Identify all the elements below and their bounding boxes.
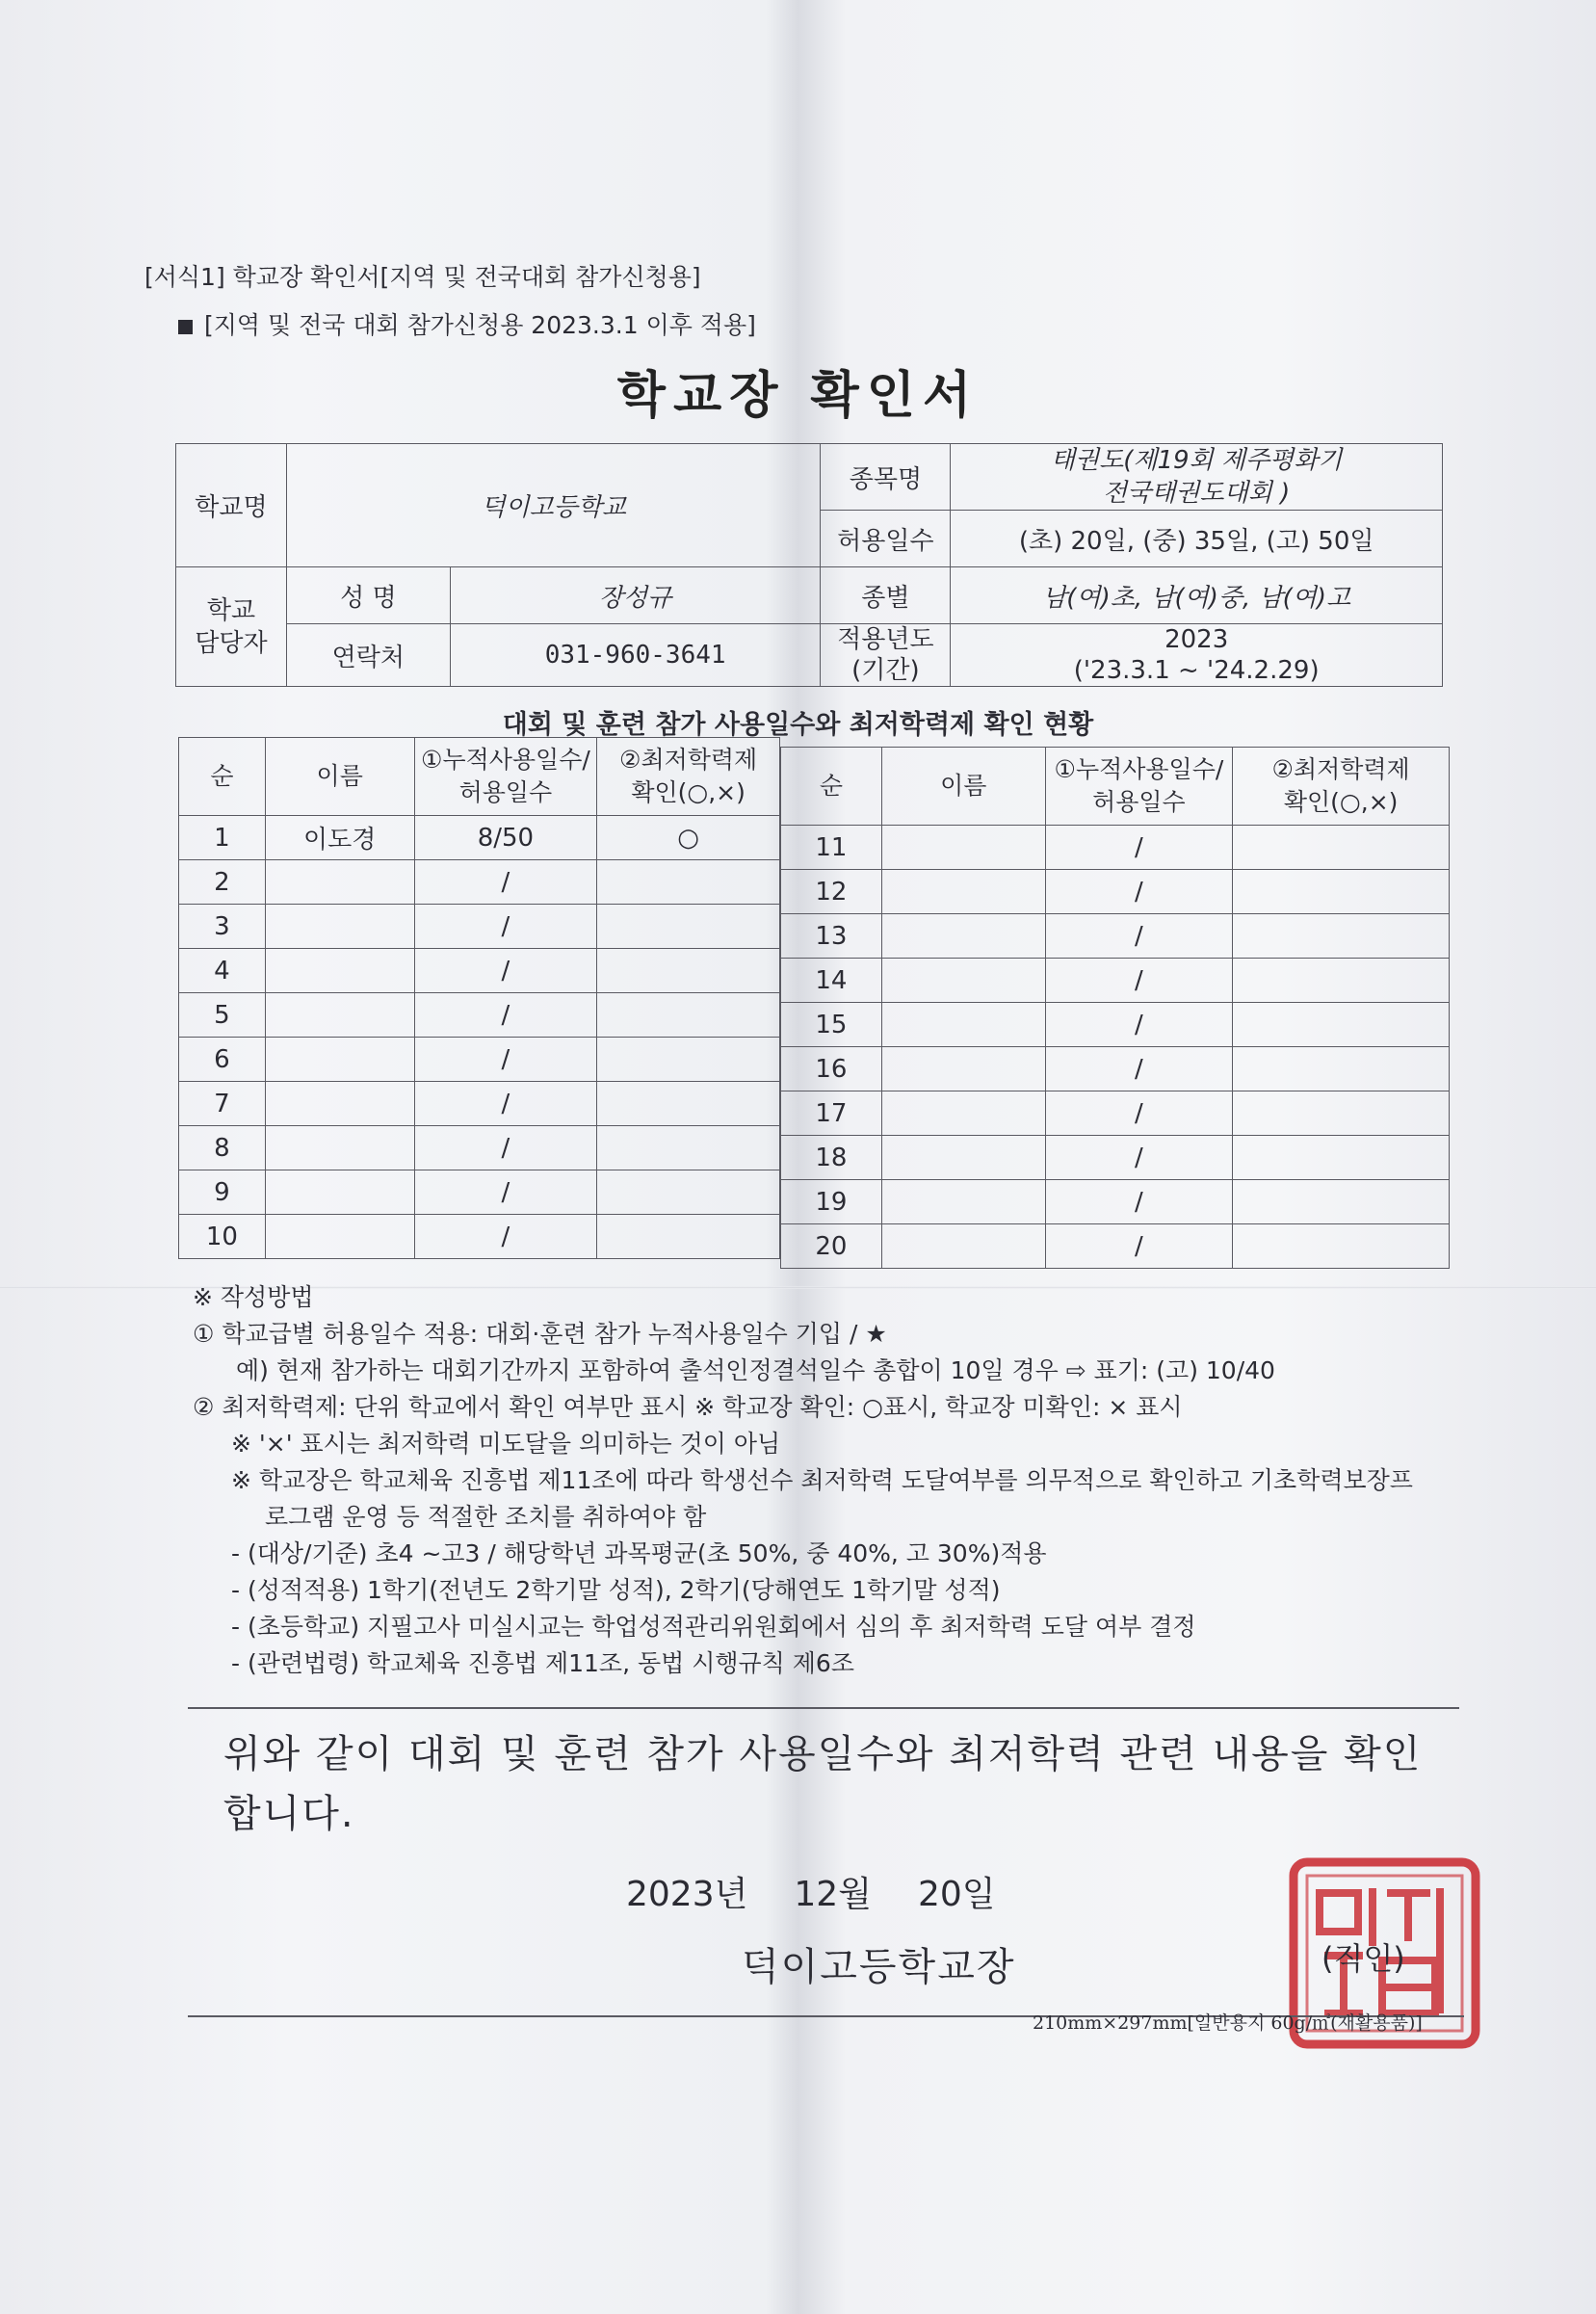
days-used: /: [414, 1082, 597, 1126]
note-1-example: 예) 현재 참가하는 대회기간까지 포함하여 출석인정결석일수 총합이 10일 경우 ⇨ 표기: (고) 10/40: [236, 1356, 1275, 1384]
allowed-days-label: 허용일수: [821, 511, 951, 567]
col-no-header: 순: [781, 748, 882, 826]
days-used: /: [1045, 870, 1233, 914]
divider: [188, 1707, 1459, 1709]
table-row: [781, 1180, 1450, 1224]
issue-date: [626, 1867, 1042, 1916]
col-check-line1: ②최저학력제: [619, 746, 758, 774]
row-number: 8: [179, 1126, 266, 1170]
row-number: 18: [781, 1136, 882, 1180]
col-check-line2: 확인(○,×): [631, 778, 746, 806]
student-name: [881, 914, 1045, 959]
student-name: [265, 1170, 414, 1215]
roster-title: 대회 및 훈련 참가 사용일수와 최저학력제 확인 현황: [502, 710, 1094, 740]
table-row: [179, 1038, 780, 1082]
col-check-header: [1233, 748, 1450, 826]
year-label-line2: (기간): [851, 656, 920, 685]
principal-title: 덕이고등학교장: [742, 1945, 1016, 1989]
academic-check: [1233, 1047, 1450, 1091]
category-value: 남(여)초, 남(여)중, 남(여)고: [951, 567, 1443, 624]
paper-spec: 210mm×297mm[일반용지 60g/㎡(재활용품)]: [1033, 2012, 1423, 2034]
allowed-days-value: (초) 20일, (중) 35일, (고) 50일: [951, 511, 1443, 567]
row-number: 19: [781, 1180, 882, 1224]
applicability-text: [지역 및 전국 대회 참가신청용 2023.3.1 이후 적용]: [204, 311, 756, 339]
table-row: [179, 1170, 780, 1215]
student-name: [881, 1091, 1045, 1136]
period-value-text: ('23.3.1 ~ '24.2.29): [1073, 656, 1320, 685]
days-used: /: [1045, 1180, 1233, 1224]
year-value: [951, 624, 1443, 687]
col-check-line1: ②최저학력제: [1271, 755, 1410, 783]
table-row: [781, 1003, 1450, 1047]
detail-2: - (성적적용) 1학기(전년도 2학기말 성적), 2학기(당해연도 1학기말 성적): [231, 1576, 1001, 1604]
row-number: 12: [781, 870, 882, 914]
table-row: [781, 826, 1450, 870]
student-name: [265, 860, 414, 905]
note-2b-cont: 로그램 운영 등 적절한 조치를 취하여야 함: [265, 1503, 707, 1531]
detail-4: - (관련법령) 학교체육 진흥법 제11조, 동법 시행규칙 제6조: [231, 1649, 854, 1677]
confirmation-statement: 위와 같이 대회 및 훈련 참가 사용일수와 최저학력 관련 내용을 확인합니다.: [223, 1732, 1423, 1836]
academic-check: [1233, 870, 1450, 914]
form-label: [서식1] 학교장 확인서[지역 및 전국대회 참가신청용]: [144, 263, 701, 291]
table-row: [781, 914, 1450, 959]
contact-value: 031-960-3641: [450, 624, 821, 687]
academic-check: [1233, 1003, 1450, 1047]
student-name: [265, 1082, 414, 1126]
academic-check: [597, 860, 780, 905]
days-used: /: [414, 1038, 597, 1082]
row-number: 3: [179, 905, 266, 949]
detail-1: - (대상/기준) 초4 ~고3 / 해당학년 과목평균(초 50%, 중 40%, 고 30%)적용: [231, 1539, 1047, 1567]
applicability-note: [178, 306, 756, 341]
col-no-header: 순: [179, 738, 266, 816]
academic-check: [597, 1215, 780, 1259]
row-number: 20: [781, 1224, 882, 1269]
row-number: 15: [781, 1003, 882, 1047]
academic-check: [597, 1082, 780, 1126]
document-title: 학교장 확인서: [616, 367, 980, 425]
table-row: [179, 1082, 780, 1126]
days-used: /: [414, 860, 597, 905]
event-value: [951, 444, 1443, 511]
date-day: 20일: [918, 1875, 996, 1914]
event-value-line2: 전국태권도대회 ): [1103, 479, 1291, 508]
academic-check: [1233, 914, 1450, 959]
col-days-line2: 허용일수: [1092, 788, 1186, 816]
year-value-text: 2023: [1164, 625, 1229, 654]
student-name: [881, 1180, 1045, 1224]
row-number: 2: [179, 860, 266, 905]
event-label: 종목명: [821, 444, 951, 511]
academic-check: [597, 1170, 780, 1215]
info-table: [175, 443, 1443, 687]
academic-check: [597, 905, 780, 949]
col-check-header: [597, 738, 780, 816]
table-row: [179, 949, 780, 993]
note-2b: ※ 학교장은 학교체육 진흥법 제11조에 따라 학생선수 최저학력 도달여부를 의무적으로 확인하고 기초학력보장프: [231, 1466, 1413, 1494]
category-label: 종별: [821, 567, 951, 624]
student-name: [265, 905, 414, 949]
name-label: 성 명: [286, 567, 450, 624]
days-used: /: [1045, 1091, 1233, 1136]
row-number: 7: [179, 1082, 266, 1126]
academic-check: ○: [597, 816, 780, 860]
row-number: 6: [179, 1038, 266, 1082]
detail-3: - (초등학교) 지필고사 미실시교는 학업성적관리위원회에서 심의 후 최저학력 도달 여부 결정: [231, 1613, 1196, 1641]
student-name: [881, 870, 1045, 914]
name-value: 장성규: [450, 567, 821, 624]
academic-check: [1233, 1180, 1450, 1224]
writing-instructions: [193, 1279, 1464, 1682]
year-label-line1: 적용년도: [837, 625, 934, 654]
student-name: [881, 959, 1045, 1003]
row-number: 13: [781, 914, 882, 959]
student-name: [265, 1126, 414, 1170]
student-name: 이도경: [265, 816, 414, 860]
school-label: 학교명: [176, 444, 287, 567]
days-used: /: [414, 905, 597, 949]
table-row: [781, 870, 1450, 914]
student-name: [881, 826, 1045, 870]
student-name: [881, 1136, 1045, 1180]
student-name: [881, 1224, 1045, 1269]
table-row: [781, 959, 1450, 1003]
days-used: /: [1045, 1224, 1233, 1269]
manager-label-line1: 학교: [206, 595, 256, 625]
seal-label: (직인): [1321, 1940, 1405, 1977]
table-row: [179, 993, 780, 1038]
academic-check: [1233, 826, 1450, 870]
days-used: /: [1045, 1003, 1233, 1047]
table-row: [179, 905, 780, 949]
academic-check: [1233, 959, 1450, 1003]
days-used: /: [1045, 1047, 1233, 1091]
academic-check: [1233, 1136, 1450, 1180]
table-row: [781, 1136, 1450, 1180]
row-number: 9: [179, 1170, 266, 1215]
table-row: [781, 1224, 1450, 1269]
table-row: [179, 1215, 780, 1259]
manager-label-line2: 담당자: [195, 628, 268, 658]
academic-check: [597, 949, 780, 993]
note-2: ② 최저학력제: 단위 학교에서 확인 여부만 표시 ※ 학교장 확인: ○표시, 학교장 미확인: × 표시: [193, 1393, 1183, 1421]
student-name: [265, 949, 414, 993]
table-row: [781, 1047, 1450, 1091]
col-days-line2: 허용일수: [458, 778, 553, 806]
row-number: 14: [781, 959, 882, 1003]
days-used: /: [1045, 914, 1233, 959]
date-year: 2023년: [626, 1875, 748, 1914]
date-month: 12월: [794, 1875, 872, 1914]
col-name-header: 이름: [265, 738, 414, 816]
academic-check: [597, 1038, 780, 1082]
days-used: /: [414, 993, 597, 1038]
year-label: [821, 624, 951, 687]
student-name: [265, 1215, 414, 1259]
col-days-header: [414, 738, 597, 816]
student-name: [881, 1003, 1045, 1047]
days-used: /: [414, 949, 597, 993]
event-value-line1: 태권도(제19회 제주평화기: [1050, 446, 1343, 475]
manager-label: [176, 567, 287, 687]
row-number: 5: [179, 993, 266, 1038]
row-number: 17: [781, 1091, 882, 1136]
row-number: 4: [179, 949, 266, 993]
square-bullet-icon: [178, 320, 193, 334]
academic-check: [1233, 1091, 1450, 1136]
academic-check: [597, 1126, 780, 1170]
student-name: [881, 1047, 1045, 1091]
roster-table-right: [780, 747, 1450, 1269]
table-row: [179, 816, 780, 860]
days-used: 8/50: [414, 816, 597, 860]
academic-check: [1233, 1224, 1450, 1269]
days-used: /: [414, 1170, 597, 1215]
roster-table-left: [178, 737, 780, 1259]
table-row: [781, 1091, 1450, 1136]
academic-check: [597, 993, 780, 1038]
days-used: /: [414, 1215, 597, 1259]
contact-label: 연락처: [286, 624, 450, 687]
row-number: 1: [179, 816, 266, 860]
row-number: 10: [179, 1215, 266, 1259]
days-used: /: [1045, 959, 1233, 1003]
col-name-header: 이름: [881, 748, 1045, 826]
row-number: 16: [781, 1047, 882, 1091]
table-row: [179, 1126, 780, 1170]
notes-heading: ※ 작성방법: [193, 1283, 314, 1311]
student-name: [265, 993, 414, 1038]
col-check-line2: 확인(○,×): [1283, 788, 1399, 816]
student-name: [265, 1038, 414, 1082]
days-used: /: [1045, 1136, 1233, 1180]
col-days-line1: ①누적사용일수/: [421, 746, 590, 774]
col-days-line1: ①누적사용일수/: [1054, 755, 1224, 783]
note-2a: ※ '×' 표시는 최저학력 미도달을 의미하는 것이 아님: [231, 1430, 781, 1458]
col-days-header: [1045, 748, 1233, 826]
note-1: ① 학교급별 허용일수 적용: 대회·훈련 참가 누적사용일수 기입 / ★: [193, 1320, 887, 1348]
school-value: 덕이고등학교: [286, 444, 821, 567]
row-number: 11: [781, 826, 882, 870]
table-row: [179, 860, 780, 905]
days-used: /: [414, 1126, 597, 1170]
days-used: /: [1045, 826, 1233, 870]
